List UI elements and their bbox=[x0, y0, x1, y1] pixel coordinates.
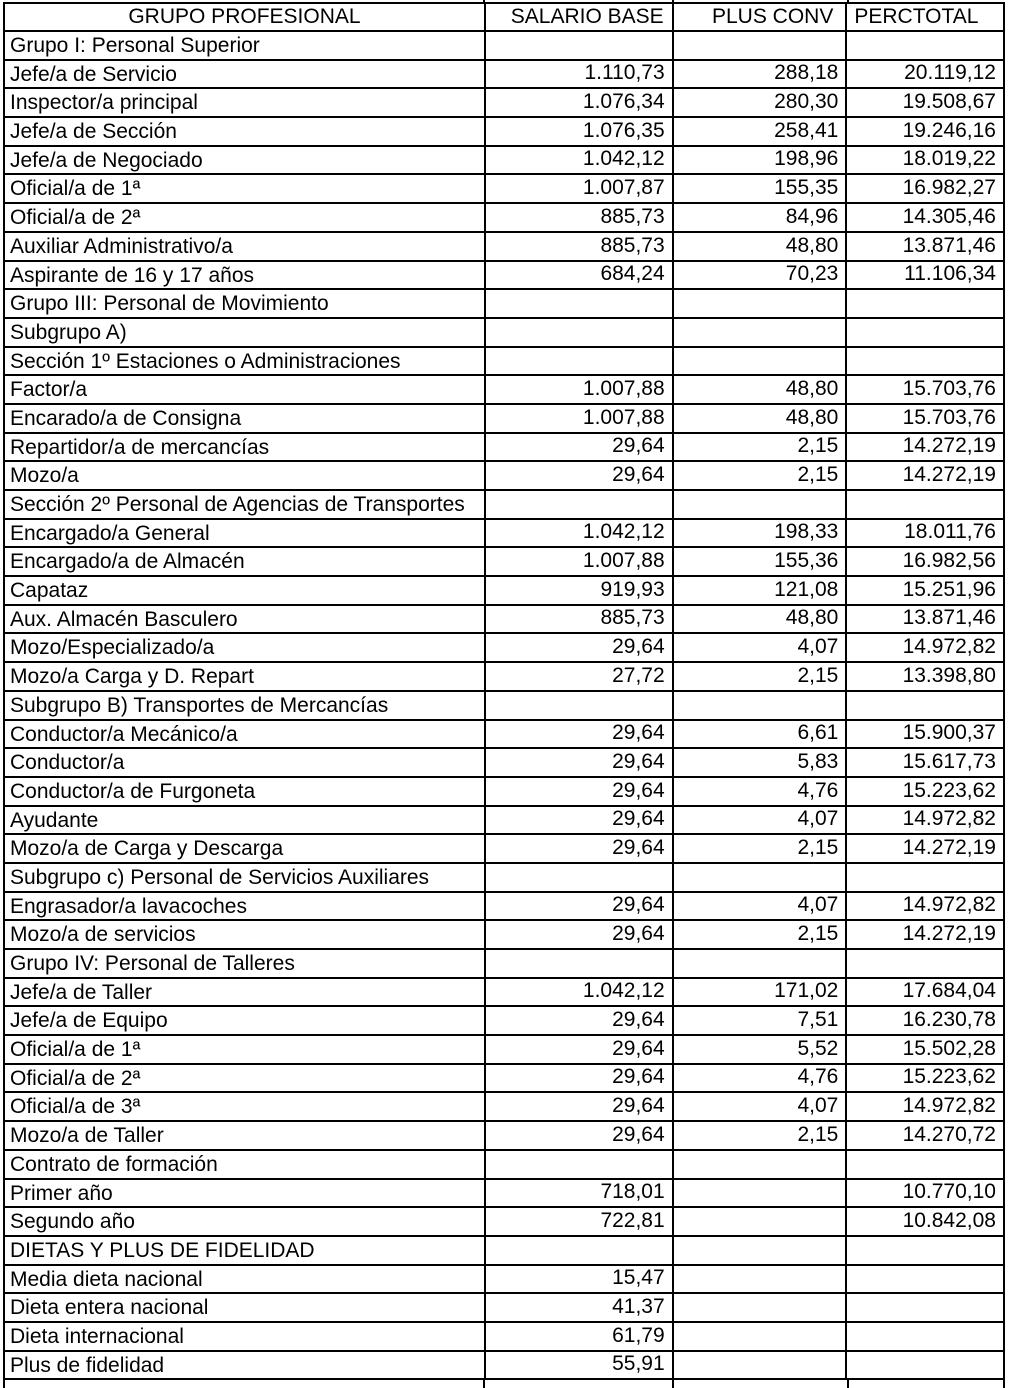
table-row bbox=[4, 1322, 1004, 1351]
table-row bbox=[4, 949, 1004, 978]
table-row bbox=[4, 60, 1004, 89]
table-row bbox=[4, 691, 1004, 720]
cell-plus-conv: 6,61 bbox=[673, 720, 847, 749]
cell-plus-conv bbox=[673, 1351, 847, 1380]
cell-perctotal: 14.972,82 bbox=[846, 1092, 1004, 1121]
cell-grupo-profesional: Conductor/a bbox=[4, 748, 485, 777]
cell-perctotal: 11.106,34 bbox=[846, 261, 1004, 290]
cell-perctotal: 13.871,46 bbox=[846, 605, 1004, 634]
cell-plus-conv: 2,15 bbox=[673, 662, 847, 691]
table-crop-line bbox=[483, 1378, 485, 1388]
cell-salario-base bbox=[485, 318, 673, 347]
table-row bbox=[4, 1265, 1004, 1294]
table-row bbox=[4, 1150, 1004, 1179]
cell-plus-conv: 84,96 bbox=[673, 203, 847, 232]
table-row bbox=[4, 547, 1004, 576]
cell-grupo-profesional: Plus de fidelidad bbox=[4, 1351, 485, 1380]
cell-salario-base: 1.007,88 bbox=[485, 375, 673, 404]
cell-grupo-profesional: Engrasador/a lavacoches bbox=[4, 892, 485, 921]
cell-grupo-profesional: Jefe/a de Taller bbox=[4, 978, 485, 1007]
cell-plus-conv bbox=[673, 1150, 847, 1179]
cell-salario-base: 15,47 bbox=[485, 1265, 673, 1294]
column-header-perctotal: PERCTOTAL bbox=[846, 3, 1004, 31]
cell-plus-conv: 258,41 bbox=[673, 117, 847, 146]
table-row bbox=[4, 605, 1004, 634]
cell-salario-base bbox=[485, 1236, 673, 1265]
cell-perctotal: 18.019,22 bbox=[846, 146, 1004, 175]
table-crop-line bbox=[3, 1378, 5, 1388]
cell-perctotal: 20.119,12 bbox=[846, 60, 1004, 89]
cell-salario-base: 919,93 bbox=[485, 576, 673, 605]
cell-perctotal: 14.270,72 bbox=[846, 1121, 1004, 1150]
cell-plus-conv: 48,80 bbox=[673, 605, 847, 634]
cell-salario-base: 61,79 bbox=[485, 1322, 673, 1351]
cell-salario-base: 29,64 bbox=[485, 720, 673, 749]
cell-perctotal bbox=[846, 691, 1004, 720]
cell-salario-base bbox=[485, 490, 673, 519]
cell-plus-conv: 48,80 bbox=[673, 404, 847, 433]
table-row bbox=[4, 1351, 1004, 1380]
cell-plus-conv bbox=[673, 318, 847, 347]
cell-perctotal bbox=[846, 1265, 1004, 1294]
cell-plus-conv: 171,02 bbox=[673, 978, 847, 1007]
cell-perctotal: 15.703,76 bbox=[846, 404, 1004, 433]
cell-plus-conv bbox=[673, 863, 847, 892]
cell-grupo-profesional: Primer año bbox=[4, 1179, 485, 1208]
cell-salario-base: 29,64 bbox=[485, 1006, 673, 1035]
table-row bbox=[4, 1121, 1004, 1150]
cell-salario-base: 29,64 bbox=[485, 806, 673, 835]
cell-plus-conv bbox=[673, 31, 847, 60]
cell-grupo-profesional: Subgrupo A) bbox=[4, 318, 485, 347]
cell-grupo-profesional: Mozo/a de Carga y Descarga bbox=[4, 834, 485, 863]
table-row bbox=[4, 806, 1004, 835]
cell-perctotal bbox=[846, 289, 1004, 318]
cell-salario-base bbox=[485, 347, 673, 376]
cell-plus-conv: 4,07 bbox=[673, 633, 847, 662]
cell-grupo-profesional: Oficial/a de 2ª bbox=[4, 1064, 485, 1093]
cell-grupo-profesional: Aux. Almacén Basculero bbox=[4, 605, 485, 634]
cell-perctotal: 18.011,76 bbox=[846, 519, 1004, 548]
cell-salario-base: 29,64 bbox=[485, 1035, 673, 1064]
table-row bbox=[4, 1092, 1004, 1121]
table-row bbox=[4, 232, 1004, 261]
cell-grupo-profesional: Grupo III: Personal de Movimiento bbox=[4, 289, 485, 318]
cell-salario-base: 1.076,35 bbox=[485, 117, 673, 146]
table-row bbox=[4, 347, 1004, 376]
cell-salario-base: 41,37 bbox=[485, 1293, 673, 1322]
table-row bbox=[4, 375, 1004, 404]
cell-plus-conv: 280,30 bbox=[673, 88, 847, 117]
cell-perctotal bbox=[846, 1322, 1004, 1351]
cell-grupo-profesional: Jefe/a de Equipo bbox=[4, 1006, 485, 1035]
cell-grupo-profesional: Aspirante de 16 y 17 años bbox=[4, 261, 485, 290]
cell-salario-base: 29,64 bbox=[485, 1064, 673, 1093]
cell-salario-base bbox=[485, 691, 673, 720]
table-row bbox=[4, 261, 1004, 290]
cell-plus-conv: 70,23 bbox=[673, 261, 847, 290]
table-row bbox=[4, 1207, 1004, 1236]
cell-grupo-profesional: Factor/a bbox=[4, 375, 485, 404]
cell-grupo-profesional: Capataz bbox=[4, 576, 485, 605]
cell-salario-base: 1.007,88 bbox=[485, 404, 673, 433]
column-header-plus-conv: PLUS CONV bbox=[673, 3, 847, 31]
cell-grupo-profesional: Grupo I: Personal Superior bbox=[4, 31, 485, 60]
cell-grupo-profesional: Dieta internacional bbox=[4, 1322, 485, 1351]
cell-plus-conv bbox=[673, 1179, 847, 1208]
cell-grupo-profesional: Mozo/a bbox=[4, 461, 485, 490]
cell-plus-conv: 48,80 bbox=[673, 232, 847, 261]
header-row bbox=[4, 3, 1004, 31]
table-row bbox=[4, 892, 1004, 921]
cell-plus-conv: 7,51 bbox=[673, 1006, 847, 1035]
table-row bbox=[4, 203, 1004, 232]
cell-plus-conv: 48,80 bbox=[673, 375, 847, 404]
cell-plus-conv: 4,76 bbox=[673, 1064, 847, 1093]
cell-grupo-profesional: Mozo/a de Taller bbox=[4, 1121, 485, 1150]
cell-grupo-profesional: Grupo IV: Personal de Talleres bbox=[4, 949, 485, 978]
cell-salario-base: 29,64 bbox=[485, 461, 673, 490]
cell-plus-conv bbox=[673, 691, 847, 720]
cell-salario-base: 1.007,87 bbox=[485, 174, 673, 203]
table-row bbox=[4, 920, 1004, 949]
cell-salario-base: 1.042,12 bbox=[485, 978, 673, 1007]
cell-grupo-profesional: Segundo año bbox=[4, 1207, 485, 1236]
table-row bbox=[4, 1006, 1004, 1035]
cell-grupo-profesional: Oficial/a de 3ª bbox=[4, 1092, 485, 1121]
cell-grupo-profesional: Subgrupo c) Personal de Servicios Auxiliares bbox=[4, 863, 485, 892]
cell-perctotal: 14.972,82 bbox=[846, 892, 1004, 921]
cell-perctotal: 14.305,46 bbox=[846, 203, 1004, 232]
cell-salario-base: 718,01 bbox=[485, 1179, 673, 1208]
cell-salario-base bbox=[485, 949, 673, 978]
cell-salario-base: 29,64 bbox=[485, 920, 673, 949]
cell-salario-base: 1.110,73 bbox=[485, 60, 673, 89]
cell-grupo-profesional: Encargado/a de Almacén bbox=[4, 547, 485, 576]
cell-plus-conv: 5,83 bbox=[673, 748, 847, 777]
table-row bbox=[4, 1064, 1004, 1093]
cell-grupo-profesional: Encargado/a General bbox=[4, 519, 485, 548]
cell-perctotal: 10.842,08 bbox=[846, 1207, 1004, 1236]
table-row bbox=[4, 461, 1004, 490]
cell-salario-base: 29,64 bbox=[485, 777, 673, 806]
cell-grupo-profesional: Jefe/a de Negociado bbox=[4, 146, 485, 175]
cell-plus-conv: 288,18 bbox=[673, 60, 847, 89]
table-row bbox=[4, 490, 1004, 519]
cell-grupo-profesional: Repartidor/a de mercancías bbox=[4, 433, 485, 462]
table-row bbox=[4, 318, 1004, 347]
cell-salario-base: 1.042,12 bbox=[485, 519, 673, 548]
table-row bbox=[4, 777, 1004, 806]
column-header-salario-base: SALARIO BASE bbox=[485, 3, 673, 31]
cell-plus-conv: 198,96 bbox=[673, 146, 847, 175]
cell-grupo-profesional: Auxiliar Administrativo/a bbox=[4, 232, 485, 261]
cell-salario-base: 1.007,88 bbox=[485, 547, 673, 576]
cell-grupo-profesional: Conductor/a de Furgoneta bbox=[4, 777, 485, 806]
cell-perctotal: 16.230,78 bbox=[846, 1006, 1004, 1035]
cell-plus-conv: 4,07 bbox=[673, 1092, 847, 1121]
cell-salario-base: 885,73 bbox=[485, 605, 673, 634]
cell-grupo-profesional: Conductor/a Mecánico/a bbox=[4, 720, 485, 749]
cell-grupo-profesional: Oficial/a de 1ª bbox=[4, 174, 485, 203]
salary-table bbox=[3, 2, 1005, 1380]
table-row bbox=[4, 1293, 1004, 1322]
cell-perctotal bbox=[846, 1150, 1004, 1179]
cell-salario-base: 29,64 bbox=[485, 834, 673, 863]
cell-salario-base: 1.042,12 bbox=[485, 146, 673, 175]
cell-perctotal: 14.272,19 bbox=[846, 834, 1004, 863]
cell-grupo-profesional: Mozo/a de servicios bbox=[4, 920, 485, 949]
cell-salario-base: 722,81 bbox=[485, 1207, 673, 1236]
table-crop-line bbox=[672, 1378, 674, 1388]
cell-perctotal: 15.900,37 bbox=[846, 720, 1004, 749]
cell-plus-conv: 155,35 bbox=[673, 174, 847, 203]
table-row bbox=[4, 117, 1004, 146]
cell-perctotal bbox=[846, 949, 1004, 978]
cell-grupo-profesional: Sección 1º Estaciones o Administraciones bbox=[4, 347, 485, 376]
cell-perctotal: 16.982,27 bbox=[846, 174, 1004, 203]
cell-plus-conv: 155,36 bbox=[673, 547, 847, 576]
cell-plus-conv bbox=[673, 347, 847, 376]
cell-salario-base: 684,24 bbox=[485, 261, 673, 290]
cell-salario-base: 27,72 bbox=[485, 662, 673, 691]
cell-grupo-profesional: Inspector/a principal bbox=[4, 88, 485, 117]
cell-plus-conv: 4,76 bbox=[673, 777, 847, 806]
table-row bbox=[4, 720, 1004, 749]
cell-perctotal bbox=[846, 863, 1004, 892]
cell-perctotal bbox=[846, 31, 1004, 60]
cell-perctotal: 15.502,28 bbox=[846, 1035, 1004, 1064]
cell-plus-conv bbox=[673, 1265, 847, 1294]
cell-salario-base: 29,64 bbox=[485, 433, 673, 462]
cell-salario-base bbox=[485, 863, 673, 892]
table-row bbox=[4, 978, 1004, 1007]
cell-salario-base: 29,64 bbox=[485, 748, 673, 777]
cell-grupo-profesional: Mozo/a Carga y D. Repart bbox=[4, 662, 485, 691]
cell-grupo-profesional: Encarado/a de Consigna bbox=[4, 404, 485, 433]
cell-plus-conv bbox=[673, 1293, 847, 1322]
table-crop-line bbox=[847, 1378, 849, 1388]
cell-salario-base bbox=[485, 1150, 673, 1179]
table-crop-line bbox=[1003, 1378, 1005, 1388]
cell-perctotal: 19.508,67 bbox=[846, 88, 1004, 117]
cell-salario-base: 885,73 bbox=[485, 232, 673, 261]
table-row bbox=[4, 834, 1004, 863]
cell-grupo-profesional: Oficial/a de 1ª bbox=[4, 1035, 485, 1064]
cell-plus-conv: 4,07 bbox=[673, 806, 847, 835]
table-row bbox=[4, 1179, 1004, 1208]
cell-grupo-profesional: Media dieta nacional bbox=[4, 1265, 485, 1294]
cell-salario-base: 29,64 bbox=[485, 892, 673, 921]
cell-salario-base: 885,73 bbox=[485, 203, 673, 232]
cell-perctotal: 16.982,56 bbox=[846, 547, 1004, 576]
cell-grupo-profesional: Sección 2º Personal de Agencias de Transportes bbox=[4, 490, 485, 519]
cell-grupo-profesional: Oficial/a de 2ª bbox=[4, 203, 485, 232]
cell-perctotal bbox=[846, 1351, 1004, 1380]
salary-table-body bbox=[4, 31, 1004, 1379]
cell-perctotal: 13.871,46 bbox=[846, 232, 1004, 261]
cell-salario-base: 29,64 bbox=[485, 1092, 673, 1121]
cell-plus-conv: 5,52 bbox=[673, 1035, 847, 1064]
table-row bbox=[4, 1236, 1004, 1265]
cell-salario-base: 29,64 bbox=[485, 633, 673, 662]
cell-grupo-profesional: Jefe/a de Servicio bbox=[4, 60, 485, 89]
cell-grupo-profesional: Mozo/Especializado/a bbox=[4, 633, 485, 662]
table-row bbox=[4, 433, 1004, 462]
cell-plus-conv bbox=[673, 289, 847, 318]
column-header-grupo-profesional: GRUPO PROFESIONAL bbox=[4, 3, 485, 31]
cell-perctotal bbox=[846, 318, 1004, 347]
table-row bbox=[4, 748, 1004, 777]
cell-perctotal: 15.223,62 bbox=[846, 777, 1004, 806]
cell-perctotal: 14.972,82 bbox=[846, 633, 1004, 662]
cell-perctotal: 15.223,62 bbox=[846, 1064, 1004, 1093]
cell-grupo-profesional: Ayudante bbox=[4, 806, 485, 835]
table-row bbox=[4, 31, 1004, 60]
cell-salario-base bbox=[485, 289, 673, 318]
cell-perctotal: 15.703,76 bbox=[846, 375, 1004, 404]
cell-perctotal: 14.272,19 bbox=[846, 433, 1004, 462]
table-row bbox=[4, 289, 1004, 318]
table-row bbox=[4, 88, 1004, 117]
cell-grupo-profesional: Jefe/a de Sección bbox=[4, 117, 485, 146]
cell-perctotal: 14.272,19 bbox=[846, 461, 1004, 490]
table-row bbox=[4, 576, 1004, 605]
salary-table-header bbox=[4, 3, 1004, 31]
cell-grupo-profesional: Contrato de formación bbox=[4, 1150, 485, 1179]
cell-salario-base: 1.076,34 bbox=[485, 88, 673, 117]
cell-plus-conv bbox=[673, 1207, 847, 1236]
cell-plus-conv: 2,15 bbox=[673, 461, 847, 490]
cell-plus-conv: 121,08 bbox=[673, 576, 847, 605]
cell-perctotal bbox=[846, 490, 1004, 519]
cell-plus-conv: 2,15 bbox=[673, 433, 847, 462]
table-row bbox=[4, 1035, 1004, 1064]
cell-plus-conv bbox=[673, 1236, 847, 1265]
cell-plus-conv: 2,15 bbox=[673, 1121, 847, 1150]
cell-plus-conv bbox=[673, 1322, 847, 1351]
cell-plus-conv: 4,07 bbox=[673, 892, 847, 921]
cell-perctotal bbox=[846, 1236, 1004, 1265]
table-row bbox=[4, 633, 1004, 662]
cell-perctotal: 17.684,04 bbox=[846, 978, 1004, 1007]
cell-plus-conv: 198,33 bbox=[673, 519, 847, 548]
cell-perctotal: 14.272,19 bbox=[846, 920, 1004, 949]
cell-plus-conv bbox=[673, 490, 847, 519]
table-row bbox=[4, 404, 1004, 433]
cell-perctotal bbox=[846, 1293, 1004, 1322]
cell-perctotal: 10.770,10 bbox=[846, 1179, 1004, 1208]
cell-salario-base: 29,64 bbox=[485, 1121, 673, 1150]
cell-perctotal bbox=[846, 347, 1004, 376]
cell-perctotal: 13.398,80 bbox=[846, 662, 1004, 691]
cell-perctotal: 15.617,73 bbox=[846, 748, 1004, 777]
cell-grupo-profesional: Dieta entera nacional bbox=[4, 1293, 485, 1322]
cell-plus-conv: 2,15 bbox=[673, 920, 847, 949]
cell-salario-base: 55,91 bbox=[485, 1351, 673, 1380]
cell-perctotal: 14.972,82 bbox=[846, 806, 1004, 835]
table-row bbox=[4, 146, 1004, 175]
table-row bbox=[4, 174, 1004, 203]
table-row bbox=[4, 863, 1004, 892]
cell-plus-conv bbox=[673, 949, 847, 978]
table-row bbox=[4, 662, 1004, 691]
table-row bbox=[4, 519, 1004, 548]
cell-perctotal: 15.251,96 bbox=[846, 576, 1004, 605]
cell-grupo-profesional: DIETAS Y PLUS DE FIDELIDAD bbox=[4, 1236, 485, 1265]
cell-salario-base bbox=[485, 31, 673, 60]
cell-perctotal: 19.246,16 bbox=[846, 117, 1004, 146]
cell-grupo-profesional: Subgrupo B) Transportes de Mercancías bbox=[4, 691, 485, 720]
cell-plus-conv: 2,15 bbox=[673, 834, 847, 863]
